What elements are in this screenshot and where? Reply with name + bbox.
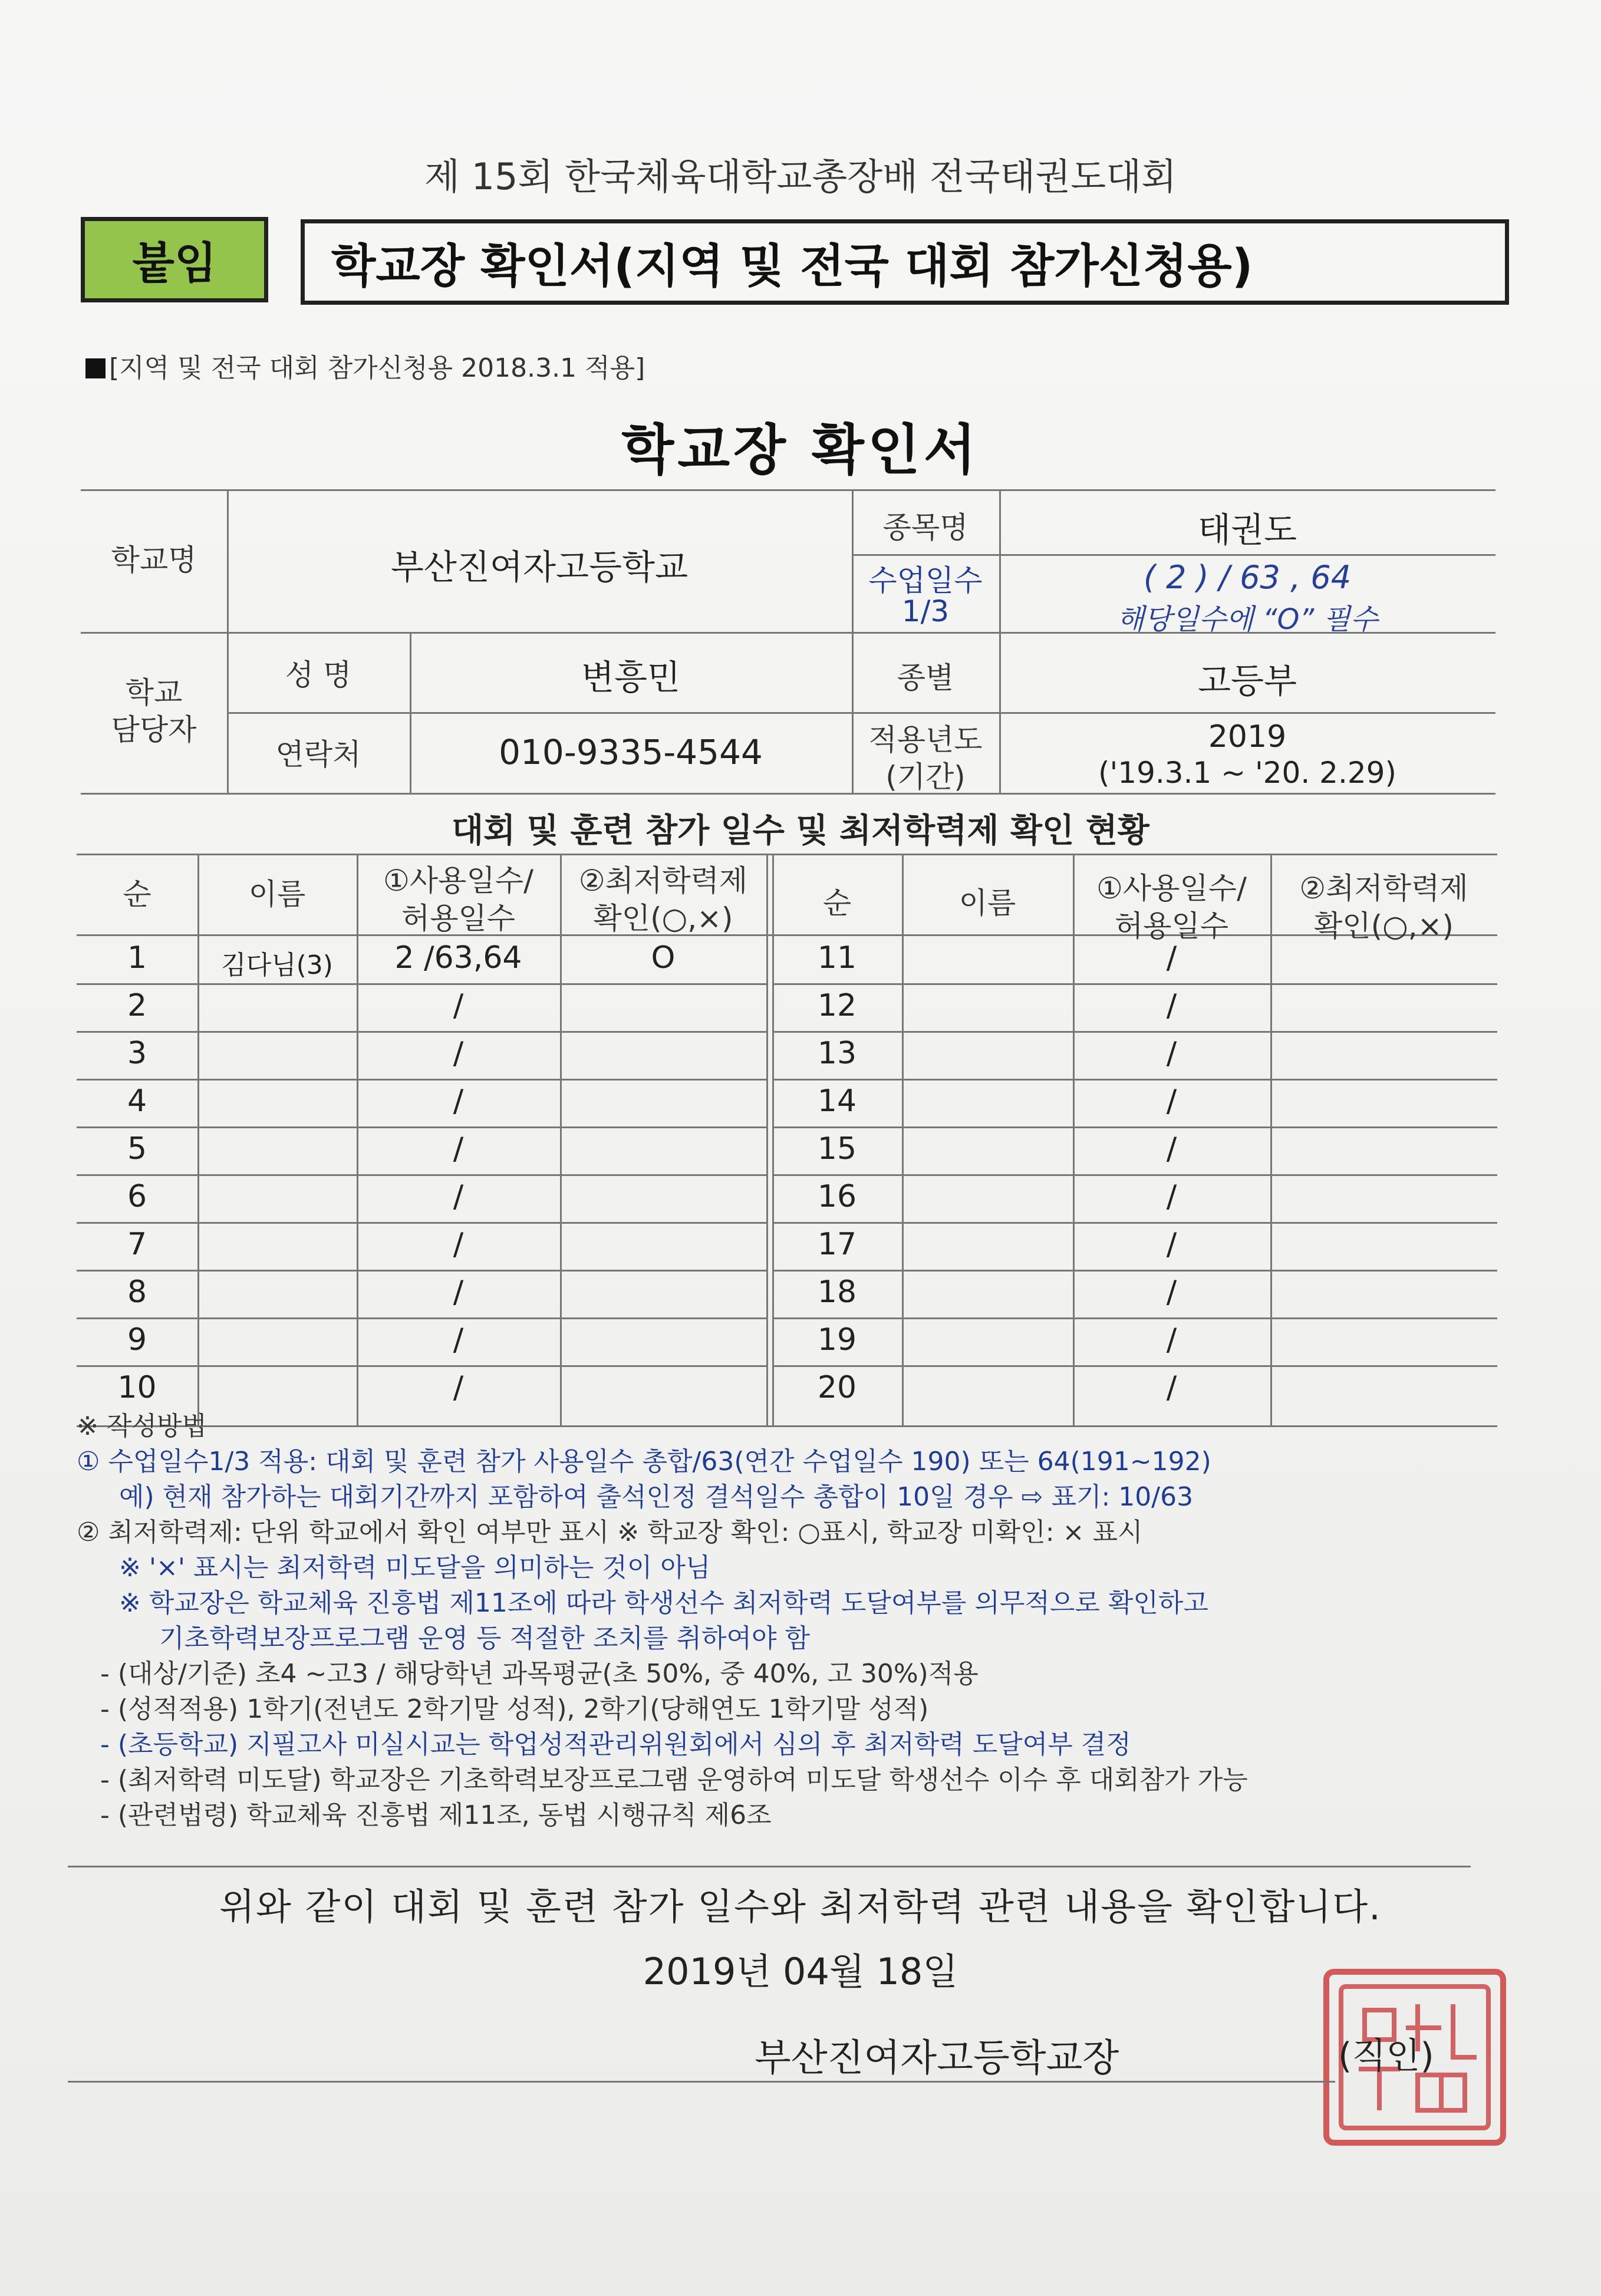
days-label-1: 수업일수 [868,564,983,598]
divider [68,2081,1335,2083]
divider [560,854,562,1425]
writing-notes [77,1409,1527,1833]
name-label: 성 명 [285,658,352,692]
cell-days: / [1166,1274,1177,1310]
cell-days: / [453,1036,464,1071]
note-1a: ① 수업일수1/3 적용: 대회 및 훈련 참가 사용일수 총합/63(연간 수업일수 190) 또는 64(191~192) [77,1447,1211,1477]
cell-min: O [651,940,676,976]
cell-days: / [453,1370,464,1405]
cell-days: 2 /63,64 [394,940,522,976]
divider [772,1317,1497,1319]
cell-no: 13 [817,1036,857,1071]
year-label-1: 적용년도 [868,723,983,757]
header-no: 순 [123,877,151,911]
cell-no: 19 [817,1322,857,1358]
divider [77,1031,766,1033]
phone-label: 연락처 [275,737,361,772]
contact-label-1: 학교 [125,676,183,710]
cell-no: 8 [127,1274,147,1310]
cell-no: 18 [817,1274,857,1310]
cell-no: 1 [127,940,147,976]
year-period: ('19.3.1 ~ '20. 2.29) [1098,756,1396,790]
header-name: 이름 [248,877,306,911]
sport-label: 종목명 [882,510,968,545]
header-no: 순 [822,886,852,920]
cell-days: / [453,1322,464,1358]
cell-days: / [1166,940,1177,976]
school-head: 부산진여자고등학교장 [755,2037,1119,2080]
notes-heading: ※ 작성방법 [77,1411,207,1441]
divider [77,1126,766,1128]
divider [852,554,1495,556]
cell-no: 14 [817,1083,857,1119]
name-value: 변흥민 [581,657,681,697]
days-label-2: 1/3 [901,594,950,628]
apply-note [85,347,645,384]
cell-days: / [1166,1083,1177,1119]
note-2a: ② 최저학력제: 단위 학교에서 확인 여부만 표시 ※ 학교장 확인: ○표시, 학교장 미확인: × 표시 [77,1517,1143,1547]
year-label-2: (기간) [885,760,966,794]
header-days-1: ①사용일수/ [1096,871,1247,905]
header-name: 이름 [958,886,1016,920]
cell-no: 6 [127,1179,147,1214]
divider [772,983,1497,985]
cell-no: 4 [127,1083,147,1119]
divider [772,1126,1497,1128]
cell-days: / [1166,988,1177,1023]
header-min-2: 확인(○,×) [1313,909,1454,943]
header-title: 학교장 확인서(지역 및 전국 대회 참가신청용) [301,219,1509,305]
category-label: 종별 [897,661,954,695]
cell-days: / [1166,1322,1177,1358]
cell-days: / [453,1131,464,1167]
divider [772,1079,1497,1081]
apply-note-text: [지역 및 전국 대회 참가신청용 2018.3.1 적용] [109,353,645,383]
detail-1: - (대상/기준) 초4 ~고3 / 해당학년 과목평균(초 50%, 중 40%, 고 30%)적용 [100,1659,979,1689]
divider [77,1222,766,1224]
cell-days: / [1166,1179,1177,1214]
cell-no: 2 [127,988,147,1023]
divider [68,1866,1471,1867]
date-text: 2019년 04월 18일 [643,1950,958,1993]
cell-name: 김다님(3) [221,950,333,980]
divider [766,854,768,1425]
note-2c: ※ 학교장은 학교체육 진흥법 제11조에 따라 학생선수 최저학력 도달여부를 의무적으로 확인하고 [119,1588,1208,1618]
note-1b: 예) 현재 참가하는 대회기간까지 포함하여 출석인정 결석일수 총합이 10일 경우 ⇨ 표기: 10/63 [119,1482,1194,1512]
phone-value: 010-9335-4544 [499,732,763,772]
header-days-2: 허용일수 [401,901,516,935]
confirm-text: 위와 같이 대회 및 훈련 참가 일수와 최저학력 관련 내용을 확인합니다. [219,1885,1382,1928]
school-name: 부산진여자고등학교 [390,547,689,587]
divider [902,854,904,1425]
note-2d: 기초학력보장프로그램 운영 등 적절한 조치를 취하여야 함 [159,1623,811,1653]
cell-days: / [453,1083,464,1119]
section-title: 대회 및 훈련 참가 일수 및 최저학력제 확인 현황 [452,812,1149,850]
divider [772,1031,1497,1033]
cell-days: / [1166,1036,1177,1071]
divider [197,854,199,1425]
category-value: 고등부 [1197,661,1297,701]
note-2b: ※ '×' 표시는 최저학력 미도달을 의미하는 것이 아님 [119,1553,711,1583]
divider [772,1222,1497,1224]
divider [81,793,1495,795]
divider [77,1270,766,1271]
attachment-tag: 붙임 [81,217,268,302]
days-value: ( 2 ) / 63 , 64 [1143,559,1352,596]
school-label: 학교명 [111,543,197,577]
divider [772,1270,1497,1271]
cell-no: 11 [817,940,857,976]
divider [77,983,766,985]
detail-4: - (최저학력 미도달) 학교장은 기초학력보장프로그램 운영하여 미도달 학생선수 이수 후 대회참가 가능 [100,1765,1248,1795]
detail-3: - (초등학교) 지필고사 미실시교는 학업성적관리위원회에서 심의 후 최저학력 도달여부 결정 [100,1730,1131,1760]
year-value: 2019 [1208,719,1287,755]
header-days-2: 허용일수 [1114,909,1229,943]
doc-title: 학교장 확인서 [621,419,980,482]
cell-no: 9 [127,1322,147,1358]
cell-no: 17 [817,1227,857,1262]
header-min-1: ②최저학력제 [578,864,748,898]
sport-value: 태권도 [1197,510,1297,550]
header-min-2: 확인(○,×) [593,901,733,935]
cell-no: 12 [817,988,857,1023]
cell-days: / [1166,1131,1177,1167]
days-note: 해당일수에 “O” 필수 [1116,603,1378,636]
header-min-1: ②최저학력제 [1299,871,1468,905]
cell-days: / [1166,1227,1177,1262]
divider [77,1174,766,1176]
cell-no: 7 [127,1227,147,1262]
seal-label: (직인) [1338,2035,1434,2077]
divider [77,1317,766,1319]
cell-no: 3 [127,1036,147,1071]
cell-days: / [453,1179,464,1214]
header-days-1: ①사용일수/ [383,864,533,898]
contact-label-2: 담당자 [111,713,197,747]
divider [772,1365,1497,1367]
cell-days: / [453,1274,464,1310]
cell-no: 5 [127,1131,147,1167]
cell-no: 10 [117,1370,157,1405]
divider [77,1079,766,1081]
cell-days: / [1166,1370,1177,1405]
divider [77,854,1497,855]
cell-no: 16 [817,1179,857,1214]
divider [77,1365,766,1367]
cell-no: 15 [817,1131,857,1167]
cell-days: / [453,1227,464,1262]
cell-days: / [453,988,464,1023]
event-title: 제 15회 한국체육대학교총장배 전국태권도대회 [424,155,1177,198]
divider [772,1174,1497,1176]
cell-no: 20 [817,1370,857,1405]
detail-2: - (성적적용) 1학기(전년도 2학기말 성적), 2학기(당해연도 1학기말 성적) [100,1694,929,1724]
square-bullet-icon [85,358,106,378]
divider [227,712,1495,714]
divider [81,489,1495,491]
detail-5: - (관련법령) 학교체육 진흥법 제11조, 동법 시행규칙 제6조 [100,1800,772,1830]
